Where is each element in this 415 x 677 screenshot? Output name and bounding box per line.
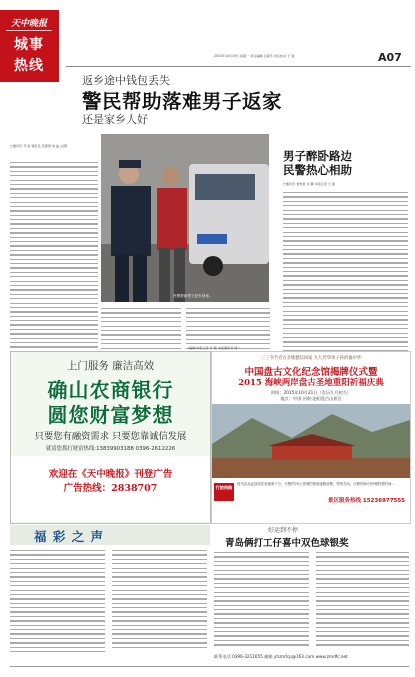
- side-headline-2: 民警热心相助: [283, 163, 352, 177]
- side-headline-1: 男子醉卧路边: [283, 149, 352, 163]
- section-title-line1: 城事: [14, 37, 44, 53]
- headline: 警民帮助落难男子返家: [82, 90, 283, 113]
- bank-ad: [10, 351, 211, 524]
- badge-divider: [6, 30, 52, 31]
- bank-slogan: 上门服务 廉洁高效: [66, 360, 155, 372]
- photo-caption: 民警帮助男子赶车回家。: [173, 294, 213, 298]
- deck: 还是家乡人好: [82, 113, 148, 126]
- route-badge: 行旅线路: [214, 483, 234, 501]
- route-text: 驻马店从泌县前往高速来十分，行程约70公里城约需高速路前程；郑州方向，行程约60分钟城约需时间...: [237, 482, 395, 486]
- kicker: 返乡途中钱包丢失: [82, 74, 170, 87]
- festival-title-2: 2015 海峡两岸盘古圣地重阳祈福庆典: [238, 378, 384, 388]
- column-heading: 福 彩 之 声: [34, 529, 105, 544]
- column-body-1: [10, 550, 105, 655]
- lead-body-text: [10, 162, 98, 355]
- masthead-rule: [66, 66, 411, 67]
- date-line: 2015年10月19日 星期一 责任编辑 吕春芳 责任校对 王 蕾: [214, 54, 295, 58]
- column-story-headline: 青岛俩打工仔喜中双色球银奖: [225, 538, 349, 549]
- column-body-2: [112, 550, 207, 651]
- festival-top-line: 三三令节宫古圣地德信回家 九九芳华单子孙祈福中华: [260, 356, 362, 361]
- bank-tagline: 只要您有融资需求 只要您靠诚信发展: [34, 431, 187, 442]
- promo-line-1: 欢迎在《天中晚报》刊登广告: [48, 469, 173, 480]
- section-badge: [0, 10, 59, 82]
- promo-box: [11, 456, 210, 522]
- side-body-text: [283, 192, 408, 359]
- scenic-hotline: 景区服务热线 15236977555: [327, 498, 405, 504]
- page-number: A07: [378, 51, 402, 64]
- section-title-line2: 热线: [14, 58, 44, 74]
- newspaper-name: 天中晚报: [10, 19, 47, 29]
- lead-end-note: （编辑/本报记者 范 刚 本报通讯员 周 ）: [186, 346, 242, 350]
- festival-time: 时间：2015年10月21日（农历九月初九）: [271, 390, 351, 395]
- bank-hotline: 就请您拨打财富热线:13839903188 0396-2612226: [45, 446, 176, 452]
- lead-byline: □通讯员 苏 哥 通讯员 范德清 刘 晶 文/图: [10, 144, 68, 148]
- bank-motto: 圆您财富梦想: [47, 403, 174, 427]
- festival-venue: 地点：中国·河南·泌阳盘古山景区: [280, 396, 342, 401]
- festival-title-1: 中国盘古文化纪念馆揭牌仪式暨: [244, 367, 378, 378]
- festival-photo: [212, 404, 410, 478]
- column-story-title: 好运到不停: [268, 527, 299, 534]
- column-body-3: [214, 552, 309, 649]
- lead-photo: [101, 134, 269, 302]
- column-footer: 联系电话 0396-3211655 邮箱 yhzmfcp@163.com www.zmdfc.net: [214, 654, 348, 659]
- bank-name: 确山农商银行: [47, 378, 174, 402]
- lead-body-col2: [101, 308, 181, 352]
- page-bottom-rule: [10, 666, 409, 667]
- festival-ad: [211, 351, 411, 524]
- masthead: [0, 0, 415, 113]
- promo-line-2: 广告热线：2838707: [63, 483, 158, 494]
- side-byline: □通讯员 刘雪君 朱 鹏 本报记者 王 建: [283, 182, 336, 186]
- column-body-4: [316, 552, 409, 649]
